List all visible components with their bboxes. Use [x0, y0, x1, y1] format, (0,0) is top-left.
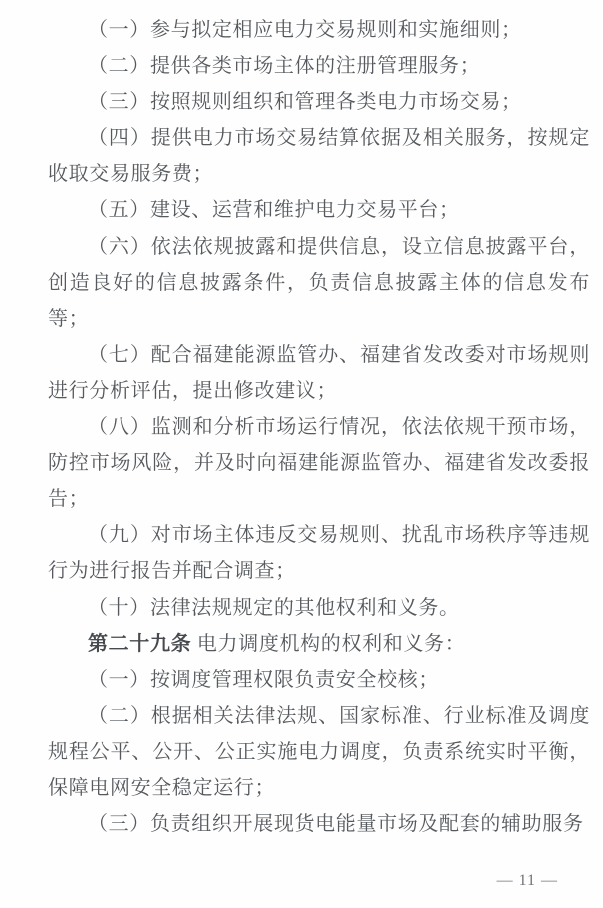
article-29-heading — [48, 626, 590, 662]
clause-item-7: （七）配合福建能源监管办、福建省发改委对市场规则进行分析评估，提出修改建议； — [48, 343, 590, 402]
clause-29-item-2: （二）根据相关法律法规、国家标准、行业标准及调度规程公平、公开、公正实施电力调度，负责系统实时平衡，保障电网安全稳定运行； — [48, 704, 590, 799]
clause-item-5: （五）建设、运营和维护电力交易平台； — [88, 199, 460, 222]
clause-item-9: （九）对市场主体违反交易规则、扰乱市场秩序等违规行为进行报告并配合调查； — [48, 524, 590, 583]
clause-item-10: （十）法律法规规定的其他权利和义务。 — [88, 596, 460, 619]
article-29-title: 电力调度机构的权利和义务： — [191, 632, 466, 655]
article-29-number: 第二十九条 — [88, 632, 192, 655]
clause-item-8: （八）监测和分析市场运行情况，依法依规干预市场，防控市场风险，并及时向福建能源监管办、福建省发改委报告； — [48, 416, 590, 511]
page-number: — 11 — — [496, 872, 558, 889]
clause-item-2: （二）提供各类市场主体的注册管理服务； — [88, 55, 481, 78]
clause-item-1: （一）参与拟定相应电力交易规则和实施细则； — [88, 19, 522, 41]
document-body — [48, 12, 590, 842]
clause-29-item-3: （三）负责组织开展现货电能量市场及配套的辅助服务 — [88, 813, 584, 836]
clause-item-4: （四）提供电力市场交易结算依据及相关服务，按规定收取交易服务费； — [48, 127, 590, 186]
clause-item-3: （三）按照规则组织和管理各类电力市场交易； — [88, 91, 522, 114]
clause-29-item-1: （一）按调度管理权限负责安全校核； — [88, 668, 440, 691]
clause-item-6: （六）依法依规披露和提供信息，设立信息披露平台，创造良好的信息披露条件，负责信息披露主体的信息发布等； — [48, 235, 590, 330]
